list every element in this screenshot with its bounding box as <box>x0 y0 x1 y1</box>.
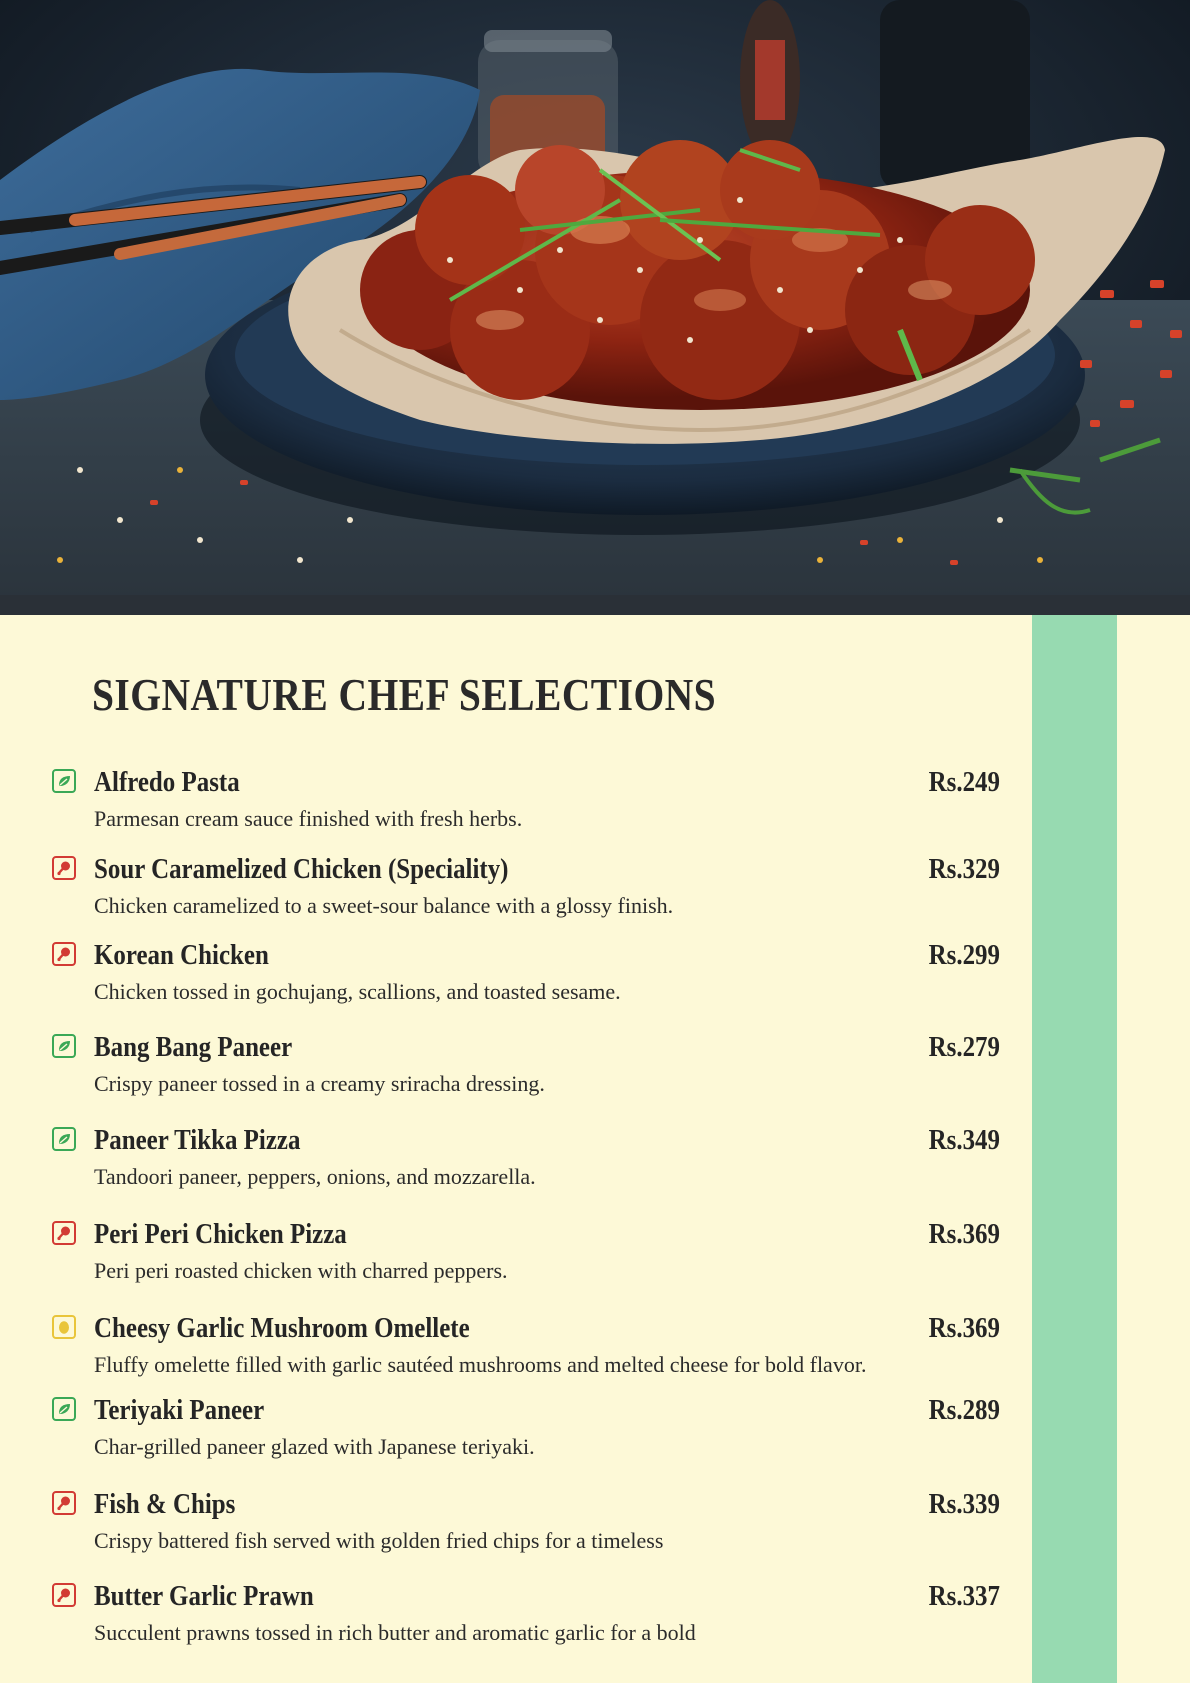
drumstick-icon <box>52 1583 76 1607</box>
drumstick-icon <box>52 942 76 966</box>
menu-item <box>52 766 1002 846</box>
leaf-icon <box>52 1397 76 1421</box>
item-description: Crispy paneer tossed in a creamy sriracha dressing. <box>94 1071 545 1096</box>
item-name: Cheesy Garlic Mushroom Omellete <box>94 1312 470 1344</box>
item-description: Peri peri roasted chicken with charred peppers. <box>94 1258 508 1283</box>
item-name: Korean Chicken <box>94 939 269 971</box>
item-price: Rs.337 <box>928 1580 1000 1612</box>
leaf-icon <box>52 769 76 793</box>
drumstick-icon <box>52 1491 76 1515</box>
menu-item <box>52 1488 1002 1568</box>
section-title: SIGNATURE CHEF SELECTIONS <box>92 669 717 720</box>
drumstick-icon <box>52 856 76 880</box>
drumstick-icon <box>52 1221 76 1245</box>
item-description: Chicken caramelized to a sweet-sour balance with a glossy finish. <box>94 893 674 918</box>
leaf-icon <box>52 1127 76 1151</box>
item-description: Chicken tossed in gochujang, scallions, and toasted sesame. <box>94 979 621 1004</box>
menu-item <box>52 1580 1002 1660</box>
item-description: Char-grilled paneer glazed with Japanese teriyaki. <box>94 1434 535 1459</box>
item-price: Rs.339 <box>928 1488 1000 1520</box>
item-name: Butter Garlic Prawn <box>94 1580 314 1612</box>
korean-chicken-illustration <box>0 0 1190 615</box>
hero-food-image <box>0 0 1190 615</box>
item-price: Rs.369 <box>928 1218 1000 1250</box>
menu-item <box>52 853 1002 933</box>
item-description: Succulent prawns tossed in rich butter and aromatic garlic for a bold <box>94 1620 696 1645</box>
item-price: Rs.349 <box>928 1124 1000 1156</box>
item-name: Peri Peri Chicken Pizza <box>94 1218 347 1250</box>
item-price: Rs.329 <box>928 853 1000 885</box>
item-description: Crispy battered fish served with golden fried chips for a timeless <box>94 1528 664 1553</box>
item-price: Rs.279 <box>928 1031 1000 1063</box>
item-name: Bang Bang Paneer <box>94 1031 293 1063</box>
item-price: Rs.369 <box>928 1312 1000 1344</box>
green-sidebar-stripe <box>1032 615 1117 1683</box>
item-name: Teriyaki Paneer <box>94 1394 265 1426</box>
menu-item <box>52 1124 1002 1204</box>
item-name: Paneer Tikka Pizza <box>94 1124 301 1156</box>
menu-item <box>52 1031 1002 1111</box>
menu-item <box>52 1394 1002 1474</box>
item-description: Fluffy omelette filled with garlic sautéed mushrooms and melted cheese for bold flavor. <box>94 1352 867 1377</box>
item-name: Alfredo Pasta <box>94 766 240 798</box>
item-description: Tandoori paneer, peppers, onions, and mozzarella. <box>94 1164 536 1189</box>
leaf-icon <box>52 1034 76 1058</box>
menu-item <box>52 1312 1002 1392</box>
item-name: Sour Caramelized Chicken (Speciality) <box>94 853 509 885</box>
item-name: Fish & Chips <box>94 1488 236 1520</box>
egg-icon <box>52 1315 76 1339</box>
menu-item <box>52 939 1002 1019</box>
item-price: Rs.289 <box>928 1394 1000 1426</box>
item-price: Rs.249 <box>928 766 1000 798</box>
item-description: Parmesan cream sauce finished with fresh herbs. <box>94 806 523 831</box>
item-price: Rs.299 <box>928 939 1000 971</box>
menu-item <box>52 1218 1002 1298</box>
